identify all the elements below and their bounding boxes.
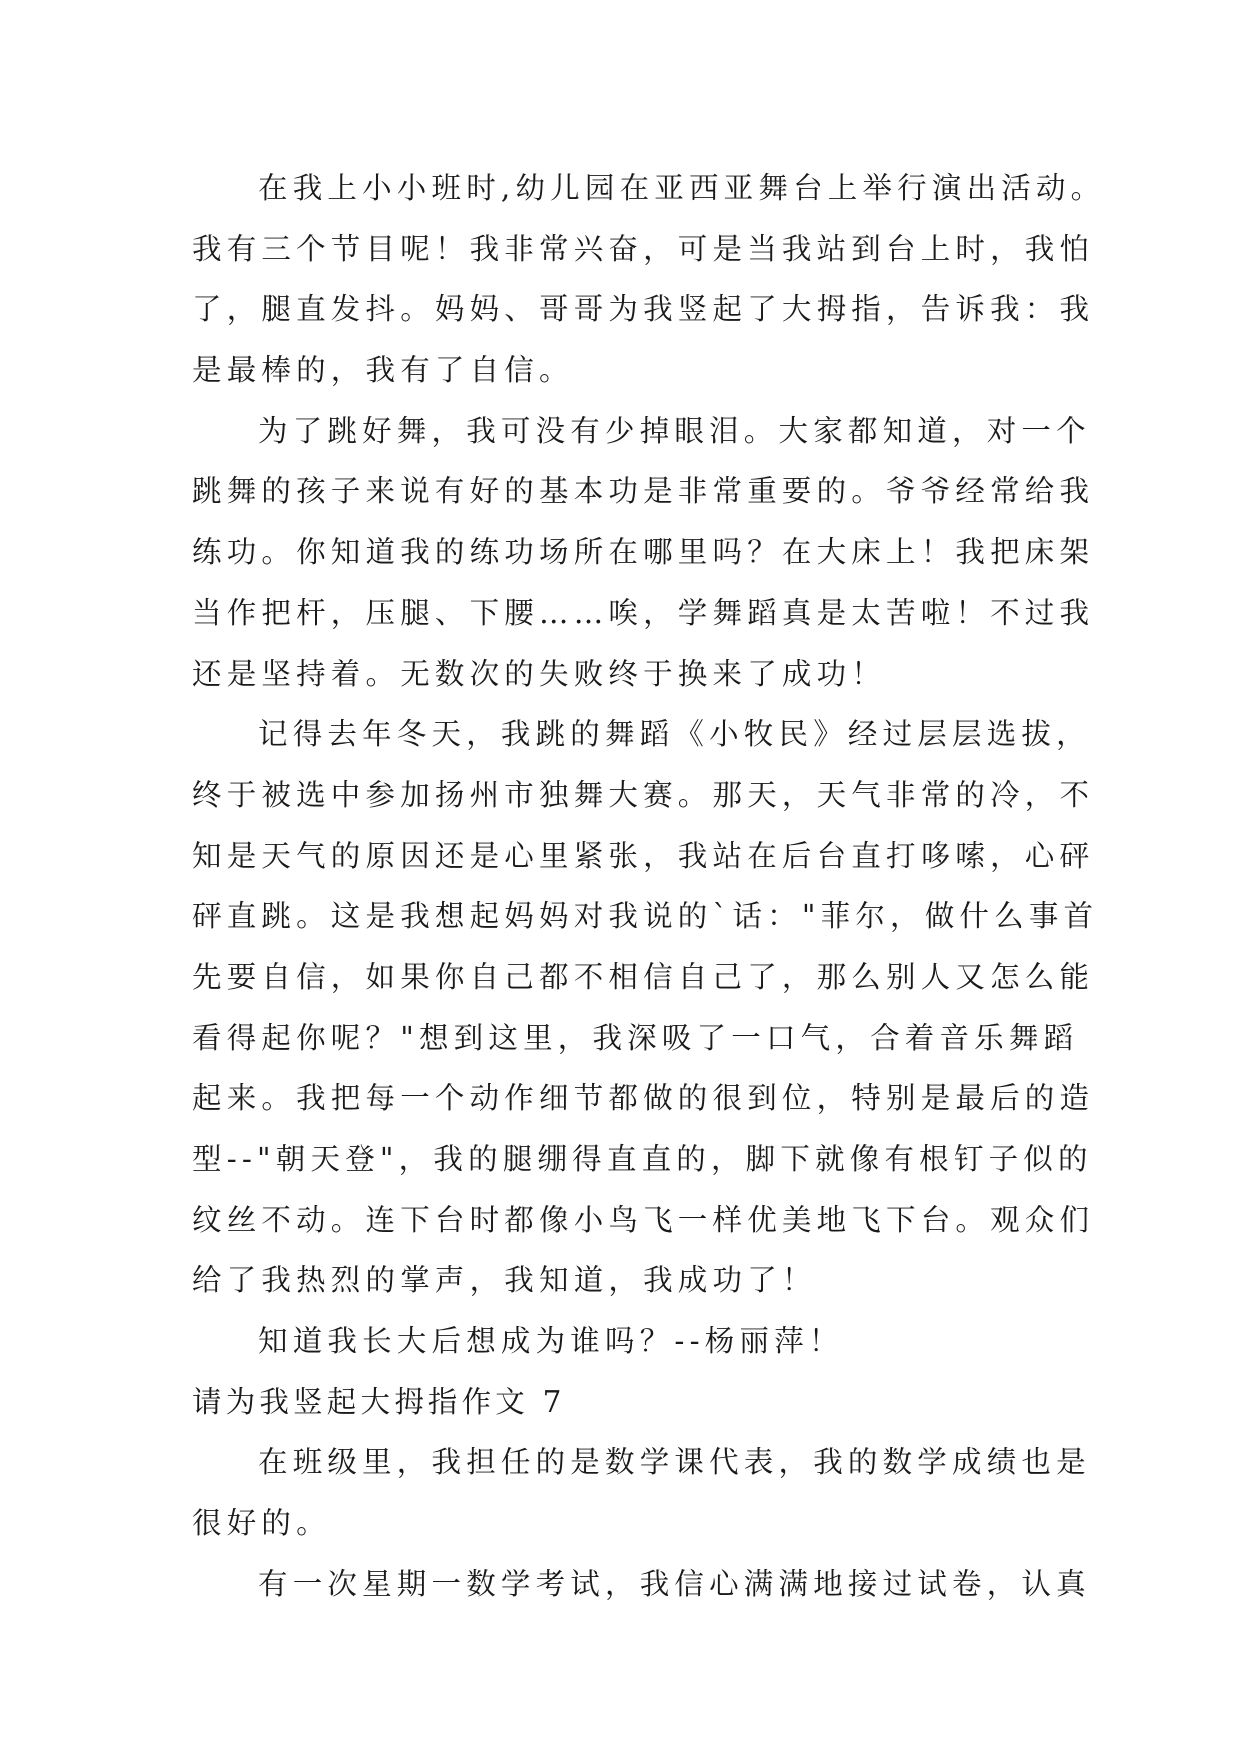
paragraph-line: 为了跳好舞，我可没有少掉眼泪。大家都知道，对一个	[258, 413, 1091, 448]
paragraph-line: 我有三个节目呢！我非常兴奋，可是当我站到台上时，我怕	[192, 231, 1095, 266]
paragraph-line: 记得去年冬天，我跳的舞蹈《小牧民》经过层层选拔，	[258, 717, 1091, 752]
paragraph-line: 在我上小小班时,幼儿园在亚西亚舞台上举行演出活动。	[258, 171, 1106, 205]
paragraph-line: 给了我热烈的掌声，我知道，我成功了！	[192, 1263, 817, 1298]
paragraph-line: 先要自信，如果你自己都不相信自己了，那么别人又怎么能	[192, 959, 1095, 994]
paragraph-line: 终于被选中参加扬州市独舞大赛。那天，天气非常的冷，不	[192, 777, 1095, 812]
paragraph-line: 纹丝不动。连下台时都像小鸟飞一样优美地飞下台。观众们	[192, 1202, 1095, 1237]
document-body	[192, 158, 1106, 1615]
paragraph-line: 了，腿直发抖。妈妈、哥哥为我竖起了大拇指，告诉我：我	[192, 292, 1095, 327]
paragraph-line: 还是坚持着。无数次的失败终于换来了成功！	[192, 656, 887, 691]
paragraph-line: 知道我长大后想成为谁吗？--杨丽萍！	[258, 1324, 844, 1359]
paragraph-line: 起来。我把每一个动作细节都做的很到位，特别是最后的造	[192, 1081, 1095, 1116]
paragraph-line: 跳舞的孩子来说有好的基本功是非常重要的。爷爷经常给我	[192, 474, 1095, 509]
paragraph-line: 是最棒的，我有了自信。	[192, 353, 574, 388]
paragraph-line: 很好的。	[192, 1506, 331, 1541]
paragraph-line: 看得起你呢？"想到这里，我深吸了一口气，合着音乐舞蹈	[192, 1020, 1079, 1055]
paragraph-line: 砰直跳。这是我想起妈妈对我说的`话："菲尔，做什么事首	[192, 899, 1099, 934]
paragraph-line: 在班级里，我担任的是数学课代表，我的数学成绩也是	[258, 1445, 1091, 1480]
paragraph-line: 当作把杆，压腿、下腰……唉，学舞蹈真是太苦啦！不过我	[192, 595, 1095, 630]
paragraph-line: 知是天气的原因还是心里紧张，我站在后台直打哆嗦，心砰	[192, 838, 1095, 873]
section-heading: 请为我竖起大拇指作文 7	[192, 1384, 566, 1419]
paragraph-line: 型--"朝天登"，我的腿绷得直直的，脚下就像有根钉子似的	[192, 1142, 1093, 1176]
paragraph-line: 有一次星期一数学考试，我信心满满地接过试卷，认真	[258, 1566, 1091, 1601]
paragraph-line: 练功。你知道我的练功场所在哪里吗？在大床上！我把床架	[192, 535, 1095, 570]
